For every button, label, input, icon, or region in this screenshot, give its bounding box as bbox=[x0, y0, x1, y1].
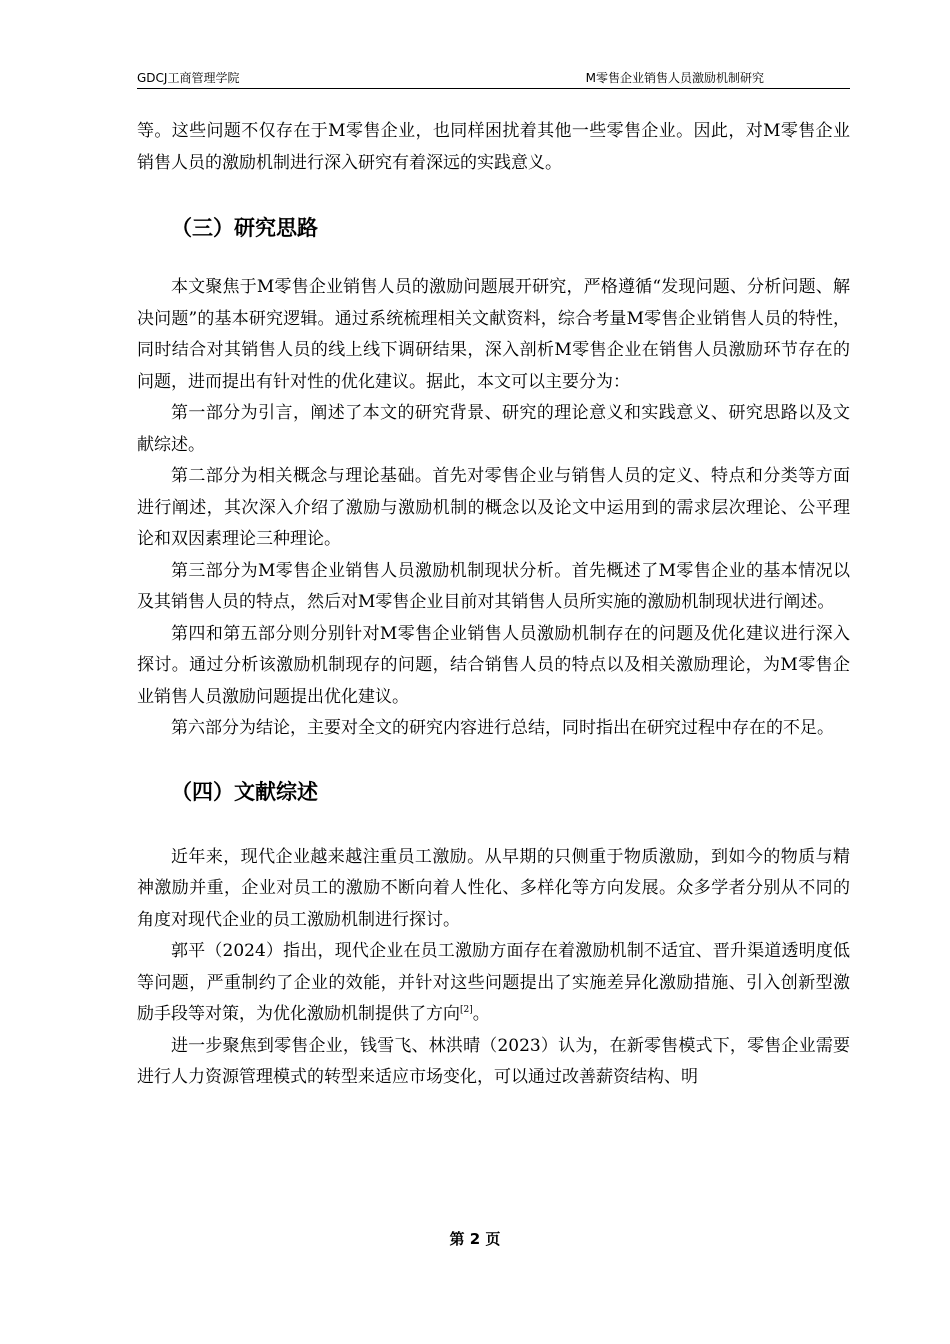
section-heading-research-approach: （三）研究思路 bbox=[171, 216, 318, 240]
paragraph: 第四和第五部分则分别针对M零售企业销售人员激励机制存在的问题及优化建议进行深入探讨。通过分析该激励机制现存的问题，结合销售人员的特点以及相关激励理论，为M零售企业销售人员激励问题提出优化建议。 bbox=[137, 623, 850, 707]
paragraph-text: 郭平（2024）指出，现代企业在员工激励方面存在着激励机制不适宜、晋升渠道透明度低等问题，严重制约了企业的效能，并针对这些问题提出了实施差异化激励措施、引入创新型激励手段等对策，为优化激励机制提供了方向 bbox=[137, 941, 850, 1024]
page-header bbox=[137, 68, 850, 89]
paragraph-with-citation bbox=[137, 936, 850, 1031]
body-text bbox=[137, 116, 850, 1094]
paragraph: 第一部分为引言，阐述了本文的研究背景、研究的理论意义和实践意义、研究思路以及文献综述。 bbox=[137, 403, 850, 455]
header-title: M零售企业销售人员激励机制研究 bbox=[585, 71, 764, 85]
paragraph-continuation: 等。这些问题不仅存在于M零售企业，也同样困扰着其他一些零售企业。因此，对M零售企业销售人员的激励机制进行深入研究有着深远的实践意义。 bbox=[137, 121, 850, 173]
paragraph: 第二部分为相关概念与理论基础。首先对零售企业与销售人员的定义、特点和分类等方面进行阐述，其次深入介绍了激励与激励机制的概念以及论文中运用到的需求层次理论、公平理论和双因素理论三种理论。 bbox=[137, 466, 850, 549]
paragraph-end: 。 bbox=[472, 1004, 490, 1024]
paragraph: 第三部分为M零售企业销售人员激励机制现状分析。首先概述了M零售企业的基本情况以及其销售人员的特点，然后对M零售企业目前对其销售人员所实施的激励机制现状进行阐述。 bbox=[137, 560, 850, 612]
paragraph: 近年来，现代企业越来越注重员工激励。从早期的只侧重于物质激励，到如今的物质与精神激励并重，企业对员工的激励不断向着人性化、多样化等方向发展。众多学者分别从不同的角度对现代企业的员工激励机制进行探讨。 bbox=[137, 846, 850, 930]
paragraph: 第六部分为结论，主要对全文的研究内容进行总结，同时指出在研究过程中存在的不足。 bbox=[171, 718, 834, 738]
paragraph: 本文聚焦于M零售企业销售人员的激励问题展开研究，严格遵循“发现问题、分析问题、解决问题”的基本研究逻辑。通过系统梳理相关文献资料，综合考量M零售企业销售人员的特性，同时结合对其销售人员的线上线下调研结果，深入剖析M零售企业在销售人员激励环节存在的问题，进而提出有针对性的优化建议。据此，本文可以主要分为： bbox=[137, 277, 850, 392]
paragraph: 进一步聚焦到零售企业，钱雪飞、林洪晴（2023）认为，在新零售模式下，零售企业需要进行人力资源管理模式的转型来适应市场变化，可以通过改善薪资结构、明 bbox=[137, 1035, 850, 1087]
page-number: 第 2 页 bbox=[449, 1230, 501, 1248]
header-school: GDCJ工商管理学院 bbox=[137, 71, 240, 85]
citation-ref[interactable]: [2] bbox=[460, 1005, 473, 1015]
section-heading-literature-review: （四）文献综述 bbox=[171, 779, 318, 804]
